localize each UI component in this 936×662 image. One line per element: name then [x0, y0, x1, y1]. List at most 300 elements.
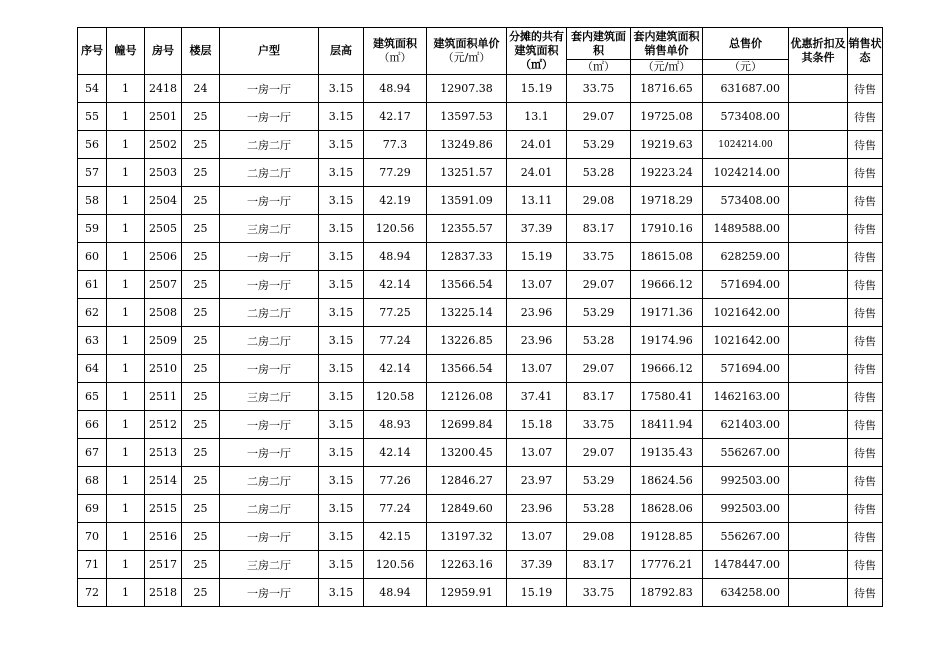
- cell-height: 3.15: [319, 383, 364, 411]
- cell-discount: [789, 355, 848, 383]
- table-row: [78, 299, 883, 327]
- cell-inner-area: 53.28: [567, 159, 631, 187]
- cell-status: 待售: [848, 159, 883, 187]
- cell-height: 3.15: [319, 579, 364, 607]
- header-total: 总售价: [703, 28, 789, 60]
- cell-height: 3.15: [319, 355, 364, 383]
- cell-inner-price: 19128.85: [631, 523, 703, 551]
- cell-floor: 25: [182, 411, 220, 439]
- cell-inner-area: 53.28: [567, 495, 631, 523]
- cell-gross-area: 42.14: [364, 439, 427, 467]
- table-row: [78, 187, 883, 215]
- cell-seq: 66: [78, 411, 107, 439]
- table-row: [78, 579, 883, 607]
- cell-gross-area: 42.17: [364, 103, 427, 131]
- cell-inner-price: 17910.16: [631, 215, 703, 243]
- cell-gross-price: 12959.91: [427, 579, 507, 607]
- cell-seq: 72: [78, 579, 107, 607]
- cell-height: 3.15: [319, 467, 364, 495]
- cell-height: 3.15: [319, 159, 364, 187]
- cell-status: 待售: [848, 299, 883, 327]
- cell-seq: 61: [78, 271, 107, 299]
- header-gross-area-unit: （㎡）: [378, 51, 412, 64]
- cell-building: 1: [107, 495, 145, 523]
- cell-discount: [789, 523, 848, 551]
- cell-building: 1: [107, 327, 145, 355]
- cell-total-price: 571694.00: [703, 271, 789, 299]
- cell-total-price: 1024214.00: [703, 159, 789, 187]
- cell-seq: 59: [78, 215, 107, 243]
- table-row: [78, 131, 883, 159]
- table-row: [78, 243, 883, 271]
- cell-gross-price: 12126.08: [427, 383, 507, 411]
- cell-gross-price: 13249.86: [427, 131, 507, 159]
- cell-room: 2505: [145, 215, 182, 243]
- cell-height: 3.15: [319, 327, 364, 355]
- cell-height: 3.15: [319, 131, 364, 159]
- cell-seq: 69: [78, 495, 107, 523]
- cell-building: 1: [107, 159, 145, 187]
- header-inner-area: 套内建筑面积: [567, 28, 631, 60]
- cell-status: 待售: [848, 383, 883, 411]
- cell-floor: 25: [182, 187, 220, 215]
- cell-height: 3.15: [319, 271, 364, 299]
- cell-building: 1: [107, 187, 145, 215]
- cell-gross-area: 42.15: [364, 523, 427, 551]
- header-gross-area-label: 建筑面积: [373, 37, 417, 50]
- cell-seq: 71: [78, 551, 107, 579]
- cell-height: 3.15: [319, 75, 364, 103]
- cell-building: 1: [107, 299, 145, 327]
- cell-discount: [789, 215, 848, 243]
- cell-room: 2504: [145, 187, 182, 215]
- cell-floor: 25: [182, 355, 220, 383]
- cell-inner-area: 53.29: [567, 467, 631, 495]
- cell-type: 二房二厅: [220, 495, 319, 523]
- cell-gross-price: 12849.60: [427, 495, 507, 523]
- cell-building: 1: [107, 75, 145, 103]
- cell-total-price: 1489588.00: [703, 215, 789, 243]
- cell-gross-price: 12263.16: [427, 551, 507, 579]
- cell-room: 2515: [145, 495, 182, 523]
- cell-type: 二房二厅: [220, 467, 319, 495]
- cell-shared-area: 24.01: [507, 159, 567, 187]
- cell-inner-area: 29.07: [567, 271, 631, 299]
- cell-discount: [789, 103, 848, 131]
- cell-building: 1: [107, 215, 145, 243]
- cell-floor: 25: [182, 523, 220, 551]
- cell-total-price: 1478447.00: [703, 551, 789, 579]
- header-shared-area: 分摊的共有建筑面积（㎡）: [507, 28, 567, 75]
- cell-room: 2512: [145, 411, 182, 439]
- cell-gross-area: 42.19: [364, 187, 427, 215]
- cell-gross-area: 120.56: [364, 551, 427, 579]
- cell-building: 1: [107, 271, 145, 299]
- cell-room: 2507: [145, 271, 182, 299]
- cell-shared-area: 13.07: [507, 439, 567, 467]
- cell-room: 2502: [145, 131, 182, 159]
- cell-inner-price: 17580.41: [631, 383, 703, 411]
- cell-gross-area: 48.93: [364, 411, 427, 439]
- cell-building: 1: [107, 103, 145, 131]
- cell-status: 待售: [848, 215, 883, 243]
- cell-height: 3.15: [319, 215, 364, 243]
- table-row: [78, 495, 883, 523]
- cell-total-price: 1021642.00: [703, 327, 789, 355]
- table-row: [78, 355, 883, 383]
- cell-type: 一房一厅: [220, 439, 319, 467]
- cell-height: 3.15: [319, 523, 364, 551]
- cell-building: 1: [107, 131, 145, 159]
- cell-inner-area: 29.08: [567, 523, 631, 551]
- cell-total-price: 628259.00: [703, 243, 789, 271]
- cell-seq: 54: [78, 75, 107, 103]
- cell-inner-price: 18411.94: [631, 411, 703, 439]
- cell-gross-area: 77.25: [364, 299, 427, 327]
- cell-floor: 25: [182, 103, 220, 131]
- cell-floor: 25: [182, 327, 220, 355]
- cell-inner-area: 29.07: [567, 103, 631, 131]
- cell-building: 1: [107, 411, 145, 439]
- cell-room: 2509: [145, 327, 182, 355]
- cell-room: 2501: [145, 103, 182, 131]
- cell-height: 3.15: [319, 551, 364, 579]
- header-gross-area: [364, 28, 427, 75]
- cell-seq: 60: [78, 243, 107, 271]
- cell-discount: [789, 383, 848, 411]
- cell-inner-area: 33.75: [567, 579, 631, 607]
- cell-status: 待售: [848, 327, 883, 355]
- cell-discount: [789, 411, 848, 439]
- cell-type: 二房二厅: [220, 327, 319, 355]
- cell-room: 2510: [145, 355, 182, 383]
- cell-gross-area: 120.56: [364, 215, 427, 243]
- cell-gross-price: 13597.53: [427, 103, 507, 131]
- table-row: [78, 439, 883, 467]
- cell-status: 待售: [848, 523, 883, 551]
- cell-status: 待售: [848, 579, 883, 607]
- cell-floor: 25: [182, 495, 220, 523]
- cell-height: 3.15: [319, 495, 364, 523]
- cell-shared-area: 23.96: [507, 327, 567, 355]
- cell-inner-price: 19666.12: [631, 271, 703, 299]
- cell-floor: 25: [182, 551, 220, 579]
- cell-type: 三房二厅: [220, 551, 319, 579]
- cell-status: 待售: [848, 75, 883, 103]
- header-room: 房号: [145, 28, 182, 75]
- cell-inner-price: 19219.63: [631, 131, 703, 159]
- cell-total-price: 573408.00: [703, 187, 789, 215]
- cell-status: 待售: [848, 355, 883, 383]
- cell-status: 待售: [848, 103, 883, 131]
- cell-floor: 25: [182, 271, 220, 299]
- cell-shared-area: 13.07: [507, 271, 567, 299]
- cell-total-price: 1024214.00: [703, 131, 789, 159]
- cell-total-price: 621403.00: [703, 411, 789, 439]
- cell-height: 3.15: [319, 299, 364, 327]
- cell-total-price: 1462163.00: [703, 383, 789, 411]
- header-total-unit: （元）: [703, 60, 789, 75]
- cell-shared-area: 37.41: [507, 383, 567, 411]
- cell-building: 1: [107, 523, 145, 551]
- header-gross-price-unit: （元/㎡）: [442, 51, 491, 64]
- cell-gross-area: 77.3: [364, 131, 427, 159]
- cell-floor: 25: [182, 579, 220, 607]
- cell-height: 3.15: [319, 243, 364, 271]
- cell-inner-area: 83.17: [567, 383, 631, 411]
- cell-gross-price: 13225.14: [427, 299, 507, 327]
- header-floor: 楼层: [182, 28, 220, 75]
- cell-inner-area: 33.75: [567, 411, 631, 439]
- cell-seq: 64: [78, 355, 107, 383]
- cell-seq: 58: [78, 187, 107, 215]
- cell-gross-price: 12837.33: [427, 243, 507, 271]
- cell-gross-price: 13591.09: [427, 187, 507, 215]
- cell-discount: [789, 75, 848, 103]
- table-row: [78, 327, 883, 355]
- cell-room: 2506: [145, 243, 182, 271]
- cell-inner-area: 53.29: [567, 299, 631, 327]
- table-row: [78, 411, 883, 439]
- cell-type: 一房一厅: [220, 243, 319, 271]
- cell-gross-price: 13251.57: [427, 159, 507, 187]
- cell-gross-area: 42.14: [364, 271, 427, 299]
- cell-type: 一房一厅: [220, 579, 319, 607]
- cell-total-price: 573408.00: [703, 103, 789, 131]
- cell-inner-area: 83.17: [567, 551, 631, 579]
- cell-inner-price: 18716.65: [631, 75, 703, 103]
- cell-gross-price: 12846.27: [427, 467, 507, 495]
- cell-shared-area: 15.19: [507, 579, 567, 607]
- cell-inner-area: 29.07: [567, 355, 631, 383]
- cell-discount: [789, 495, 848, 523]
- cell-inner-area: 53.29: [567, 131, 631, 159]
- cell-room: 2508: [145, 299, 182, 327]
- cell-room: 2503: [145, 159, 182, 187]
- cell-building: 1: [107, 355, 145, 383]
- cell-building: 1: [107, 243, 145, 271]
- cell-type: 一房一厅: [220, 103, 319, 131]
- cell-gross-price: 13566.54: [427, 271, 507, 299]
- cell-inner-price: 18792.83: [631, 579, 703, 607]
- cell-total-price: 992503.00: [703, 495, 789, 523]
- cell-height: 3.15: [319, 187, 364, 215]
- cell-discount: [789, 327, 848, 355]
- cell-discount: [789, 299, 848, 327]
- cell-total-price: 992503.00: [703, 467, 789, 495]
- cell-discount: [789, 579, 848, 607]
- cell-shared-area: 37.39: [507, 551, 567, 579]
- cell-gross-area: 48.94: [364, 75, 427, 103]
- cell-type: 三房二厅: [220, 215, 319, 243]
- cell-status: 待售: [848, 271, 883, 299]
- cell-gross-price: 13226.85: [427, 327, 507, 355]
- cell-status: 待售: [848, 495, 883, 523]
- cell-discount: [789, 551, 848, 579]
- cell-inner-area: 33.75: [567, 243, 631, 271]
- cell-inner-price: 19223.24: [631, 159, 703, 187]
- cell-shared-area: 13.07: [507, 355, 567, 383]
- table-row: [78, 467, 883, 495]
- cell-gross-price: 12699.84: [427, 411, 507, 439]
- cell-building: 1: [107, 579, 145, 607]
- cell-floor: 25: [182, 131, 220, 159]
- table-row: [78, 271, 883, 299]
- cell-room: 2514: [145, 467, 182, 495]
- cell-floor: 25: [182, 159, 220, 187]
- cell-inner-price: 19666.12: [631, 355, 703, 383]
- cell-room: 2513: [145, 439, 182, 467]
- table-row: [78, 523, 883, 551]
- header-seq: 序号: [78, 28, 107, 75]
- cell-floor: 24: [182, 75, 220, 103]
- cell-gross-area: 120.58: [364, 383, 427, 411]
- cell-discount: [789, 439, 848, 467]
- cell-building: 1: [107, 439, 145, 467]
- cell-gross-price: 12907.38: [427, 75, 507, 103]
- cell-shared-area: 13.07: [507, 523, 567, 551]
- header-status: 销售状态: [848, 28, 883, 75]
- cell-gross-area: 77.26: [364, 467, 427, 495]
- cell-seq: 68: [78, 467, 107, 495]
- cell-status: 待售: [848, 551, 883, 579]
- cell-total-price: 571694.00: [703, 355, 789, 383]
- cell-type: 二房二厅: [220, 159, 319, 187]
- cell-discount: [789, 271, 848, 299]
- cell-building: 1: [107, 551, 145, 579]
- cell-total-price: 631687.00: [703, 75, 789, 103]
- table-row: [78, 103, 883, 131]
- cell-type: 一房一厅: [220, 75, 319, 103]
- cell-inner-price: 19725.08: [631, 103, 703, 131]
- cell-gross-price: 13566.54: [427, 355, 507, 383]
- table-body: [78, 75, 883, 607]
- cell-total-price: 556267.00: [703, 523, 789, 551]
- cell-inner-price: 17776.21: [631, 551, 703, 579]
- cell-inner-area: 53.28: [567, 327, 631, 355]
- cell-shared-area: 13.11: [507, 187, 567, 215]
- table-row: [78, 75, 883, 103]
- cell-room: 2516: [145, 523, 182, 551]
- cell-room: 2517: [145, 551, 182, 579]
- cell-room: 2418: [145, 75, 182, 103]
- cell-gross-area: 48.94: [364, 579, 427, 607]
- cell-inner-price: 19174.96: [631, 327, 703, 355]
- cell-discount: [789, 467, 848, 495]
- cell-gross-price: 13197.32: [427, 523, 507, 551]
- cell-room: 2511: [145, 383, 182, 411]
- cell-inner-area: 29.08: [567, 187, 631, 215]
- cell-floor: 25: [182, 383, 220, 411]
- cell-status: 待售: [848, 131, 883, 159]
- cell-floor: 25: [182, 299, 220, 327]
- header-type: 户型: [220, 28, 319, 75]
- cell-type: 二房二厅: [220, 131, 319, 159]
- cell-shared-area: 15.19: [507, 75, 567, 103]
- cell-seq: 57: [78, 159, 107, 187]
- cell-floor: 25: [182, 215, 220, 243]
- table-row: [78, 159, 883, 187]
- cell-gross-price: 12355.57: [427, 215, 507, 243]
- cell-height: 3.15: [319, 411, 364, 439]
- cell-discount: [789, 187, 848, 215]
- cell-type: 三房二厅: [220, 383, 319, 411]
- table-row: [78, 215, 883, 243]
- cell-seq: 65: [78, 383, 107, 411]
- cell-shared-area: 24.01: [507, 131, 567, 159]
- price-list-table: [77, 27, 883, 607]
- cell-building: 1: [107, 383, 145, 411]
- cell-status: 待售: [848, 467, 883, 495]
- cell-seq: 56: [78, 131, 107, 159]
- cell-type: 一房一厅: [220, 187, 319, 215]
- cell-type: 一房一厅: [220, 271, 319, 299]
- cell-inner-price: 18624.56: [631, 467, 703, 495]
- cell-seq: 63: [78, 327, 107, 355]
- header-gross-price-label: 建筑面积单价: [433, 37, 500, 50]
- cell-status: 待售: [848, 439, 883, 467]
- cell-room: 2518: [145, 579, 182, 607]
- cell-gross-area: 77.29: [364, 159, 427, 187]
- cell-gross-area: 77.24: [364, 495, 427, 523]
- table-row: [78, 383, 883, 411]
- cell-building: 1: [107, 467, 145, 495]
- cell-discount: [789, 159, 848, 187]
- cell-seq: 62: [78, 299, 107, 327]
- cell-gross-area: 48.94: [364, 243, 427, 271]
- cell-floor: 25: [182, 243, 220, 271]
- cell-seq: 55: [78, 103, 107, 131]
- header-inner-price-unit: （元/㎡）: [631, 60, 703, 75]
- cell-type: 一房一厅: [220, 411, 319, 439]
- table-row: [78, 551, 883, 579]
- cell-shared-area: 15.19: [507, 243, 567, 271]
- cell-shared-area: 37.39: [507, 215, 567, 243]
- cell-inner-area: 29.07: [567, 439, 631, 467]
- cell-shared-area: 23.96: [507, 495, 567, 523]
- cell-inner-area: 83.17: [567, 215, 631, 243]
- cell-type: 二房二厅: [220, 299, 319, 327]
- cell-total-price: 634258.00: [703, 579, 789, 607]
- header-inner-price: 套内建筑面积销售单价: [631, 28, 703, 60]
- cell-inner-area: 33.75: [567, 75, 631, 103]
- cell-shared-area: 23.96: [507, 299, 567, 327]
- cell-inner-price: 19171.36: [631, 299, 703, 327]
- cell-height: 3.15: [319, 439, 364, 467]
- cell-seq: 70: [78, 523, 107, 551]
- cell-floor: 25: [182, 467, 220, 495]
- header-gross-price: [427, 28, 507, 75]
- cell-gross-area: 77.24: [364, 327, 427, 355]
- cell-status: 待售: [848, 411, 883, 439]
- cell-status: 待售: [848, 243, 883, 271]
- cell-inner-price: 18615.08: [631, 243, 703, 271]
- header-building: 幢号: [107, 28, 145, 75]
- cell-shared-area: 23.97: [507, 467, 567, 495]
- cell-inner-price: 19135.43: [631, 439, 703, 467]
- cell-height: 3.15: [319, 103, 364, 131]
- cell-total-price: 556267.00: [703, 439, 789, 467]
- cell-seq: 67: [78, 439, 107, 467]
- cell-gross-price: 13200.45: [427, 439, 507, 467]
- header-discount: 优惠折扣及其条件: [789, 28, 848, 75]
- cell-type: 一房一厅: [220, 355, 319, 383]
- cell-discount: [789, 131, 848, 159]
- cell-floor: 25: [182, 439, 220, 467]
- cell-status: 待售: [848, 187, 883, 215]
- cell-gross-area: 42.14: [364, 355, 427, 383]
- cell-inner-price: 19718.29: [631, 187, 703, 215]
